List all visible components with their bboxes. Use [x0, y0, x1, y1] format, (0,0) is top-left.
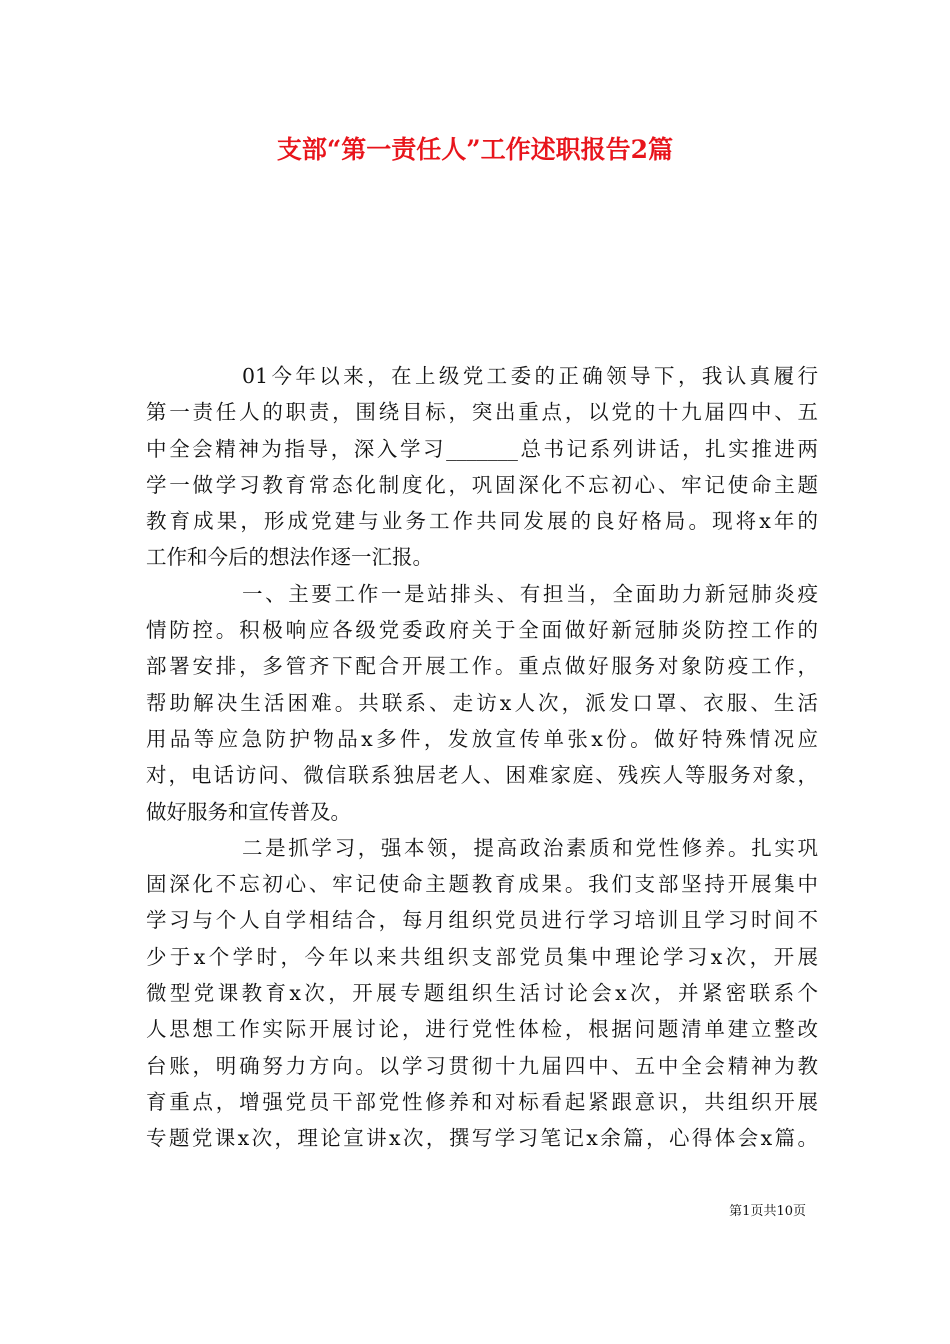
- body-text-line: 帮助解决生活困难。共联系、走访x人次，派发口罩、衣服、生活: [146, 690, 818, 715]
- body-text-line: 学习与个人自学相结合，每月组织党员进行学习培训且学习时间不: [146, 908, 818, 933]
- body-text-line: 01今年以来，在上级党工委的正确领导下，我认真履行: [242, 364, 818, 388]
- body-text-line: 中全会精神为指导，深入学习_______总书记系列讲话，扎实推进两: [146, 436, 818, 461]
- page-number: 第1页共10页: [729, 1204, 806, 1219]
- body-text-line: 情防控。积极响应各级党委政府关于全面做好新冠肺炎防控工作的: [146, 618, 818, 643]
- document-title: 支部“第一责任人”工作述职报告2篇: [276, 135, 674, 164]
- body-text-line: 第一责任人的职责，围绕目标，突出重点，以党的十九届四中、五: [146, 400, 818, 425]
- body-text-line: 对，电话访问、微信联系独居老人、困难家庭、残疾人等服务对象，: [146, 763, 818, 788]
- body-text-line: 一、主要工作一是站排头、有担当，全面助力新冠肺炎疫: [242, 581, 818, 606]
- body-text-line: 人思想工作实际开展讨论，进行党性体检，根据问题清单建立整改: [146, 1017, 818, 1042]
- body-text-line: 台账，明确努力方向。以学习贯彻十九届四中、五中全会精神为教: [146, 1053, 818, 1078]
- body-text-line: 教育成果，形成党建与业务工作共同发展的良好格局。现将x年的: [146, 509, 818, 534]
- body-text-line: 学一做学习教育常态化制度化，巩固深化不忘初心、牢记使命主题: [146, 472, 818, 497]
- body-text-line: 用品等应急防护物品x多件，发放宣传单张x份。做好特殊情况应: [146, 726, 818, 751]
- body-text-line: 专题党课x次，理论宣讲x次，撰写学习笔记x余篇，心得体会x篇。: [146, 1126, 818, 1151]
- body-text-line: 固深化不忘初心、牢记使命主题教育成果。我们支部坚持开展集中: [146, 872, 818, 897]
- document-body: [146, 358, 818, 1157]
- body-text-line: 二是抓学习，强本领，提高政治素质和党性修养。扎实巩: [242, 835, 818, 860]
- body-text-line: 少于x个学时，今年以来共组织支部党员集中理论学习x次，开展: [146, 944, 818, 969]
- body-text-line: 部署安排，多管齐下配合开展工作。重点做好服务对象防疫工作，: [146, 654, 818, 679]
- body-text-line: 育重点，增强党员干部党性修养和对标看起紧跟意识，共组织开展: [146, 1089, 818, 1114]
- body-text-line: 做好服务和宣传普及。: [146, 799, 351, 824]
- body-text-line: 微型党课教育x次，开展专题组织生活讨论会x次，并紧密联系个: [146, 981, 818, 1006]
- body-text-line: 工作和今后的想法作逐一汇报。: [146, 545, 433, 570]
